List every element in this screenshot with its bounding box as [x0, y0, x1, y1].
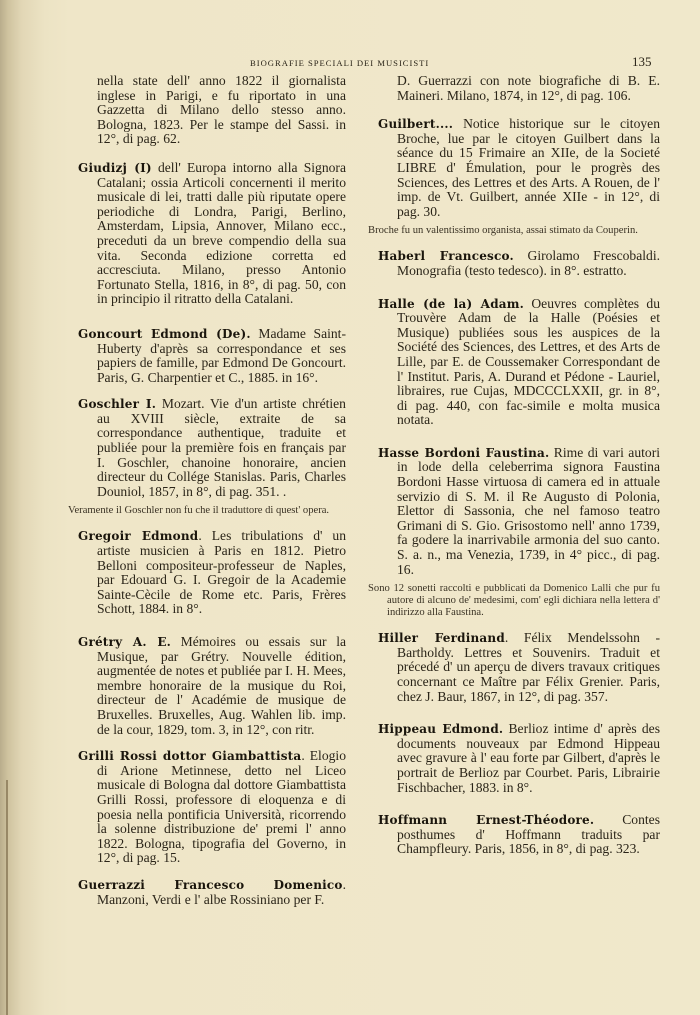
entry-text: . Les tribulations d' un artiste musicien à Paris en 1812. Pietro Belloni compositeur-professeur de Naples, par Edouard G. I. Gregoir de la Academie Sainte-Cècile de Rome etc. Paris, Frères Schott, 1884. in 8°. — [97, 528, 346, 617]
bibliography-entry — [378, 813, 660, 857]
bibliography-entry — [378, 117, 660, 219]
entry-footnote: Sono 12 sonetti raccolti e pubblicati da Domenico Lalli che pur fu autore di alcuno de' medesimi, com' egli dichiara nella lettera d' indirizzo alla Faustina. — [368, 583, 660, 619]
entry-text: Contes posthumes d' Hoffmann traduits par Champfleury. Paris, 1856, in 8°, di pag. 323. — [397, 812, 660, 857]
entry-footnote: Broche fu un valentissimo organista, assai stimato da Couperin. — [368, 225, 638, 237]
bibliography-entry — [78, 749, 346, 866]
entry-heading: Hippeau Edmond. — [378, 722, 504, 737]
right-column — [368, 73, 661, 869]
entry-heading: Goschler I. — [78, 397, 157, 412]
entry-text: Oeuvres complètes du Trouvère Adam de la Halle (Poésies et Musique) publiées sous les auspices de la Société des Sciences, des Lettres, et des Arts de Lille, par E. de Coussemaker Correspondant de l' Institut. Paris, A. Durand et Pédone - Lauriel, libraires, rue Cujas, MDCCCLXXII, gr. in 8°, di pag. 440, con fac-simile e molta musica notata. — [397, 295, 660, 428]
entry-text: Girolamo Frescobaldi. Monografia (testo tedesco). in 8°. estratto. — [397, 248, 661, 278]
continued-entry-text: nella state dell' anno 1822 il giornalista inglese in Parigi, e fu riportato in una Gazzetta di Milano dello stesso anno. Bologna, 1823. Per le stampe del Sassi. in 12°, di pag. 62. — [97, 73, 346, 147]
entry-heading: Grétry A. E. — [78, 635, 172, 649]
bibliography-entry — [378, 249, 660, 278]
entry-heading: Guerrazzi Francesco Domenico — [78, 877, 343, 892]
entry-heading: Hasse Bordoni Faustina. — [378, 445, 550, 460]
entry-heading: Hiller Ferdinand — [378, 631, 505, 646]
entry-heading: Guilbert.... — [378, 117, 454, 132]
entry-text: Notice historique sur le citoyen Broche, lue par le citoyen Guilbert dans la séance du 15 Frimaire an XIIe, de la Societé LIBRE d' Émulation, pour le progrès des Sciences, des Lettres et des Arts. A Rouen, de l' imp. de Vt. Guilbert, année XIIe - in 12°, di pag. 30. — [397, 116, 660, 219]
entry-text: Madame Saint-Huberty d'après sa correspondance et ses papiers de famille, par Edmond De Goncourt. Paris, G. Charpentier et C., 1885. in 16°. — [97, 325, 346, 385]
bibliography-entry — [78, 397, 346, 499]
entry-text: Mémoires ou essais sur la Musique, par Grétry. Nouvelle édition, augmentée de notes et publiée par I. H. Mees, membre honoraire de la musique du Roi, directeur de l' Académie de musique de Bruxelles. Bruxelles, Aug. Wahlen lib. imp. de la cour, 1829, tom. 3, in 12°, con ritr. — [97, 634, 346, 737]
page-edge-line — [6, 780, 8, 1015]
entry-text: Mozart. Vie d'un artiste chrétien au XVIII siècle, extraite de sa correspondance authentique, traduite et publiée pour la première fois en français par I. Goschler, chanoine honoraire, ancien directeur du Collége Stanislas. Paris, Charles Douniol, 1857, in 8°, di pag. 351. . — [97, 396, 346, 499]
bibliography-entry — [378, 722, 660, 795]
bibliography-entry — [378, 631, 660, 704]
entry-text: . Félix Mendelssohn - Bartholdy. Lettres et Souvenirs. Traduit et précedé d' un aperçu de divers travaux critiques concernant ce Maître par Félix Grenier. Paris, chez J. Baur, 1867, in 12°, di pag. 357. — [397, 630, 661, 704]
page-number: 135 — [632, 54, 652, 69]
entry-heading: Grilli Rossi dottor Giambattista — [78, 749, 302, 764]
bibliography-entry — [78, 529, 346, 617]
continued-entry-text: D. Guerrazzi con note biografiche di B. E. Maineri. Milano, 1874, in 12°, di pag. 106. — [397, 73, 660, 103]
bibliography-entry — [78, 878, 346, 907]
bibliography-entry — [78, 635, 346, 737]
bibliography-entry — [378, 446, 660, 577]
entry-heading: Giudizj (I) — [78, 160, 152, 175]
bibliography-entry — [78, 161, 346, 307]
entry-text: Rime di vari autori in lode della celeberrima signora Faustina Bordoni Hasse virtuosa di camera ed in attuale servizio di S. M. il Re Augusto di Polonia, Elettor di Sassonia, che nel famoso teatro Grimani di S. Gio. Grisostomo nell' anno 1739, fa godere la inarrivabile armonia del suo canto. S. a. n., ma Venezia, 1739, in 4° picc., di pag. 16. — [397, 444, 660, 577]
left-column — [68, 73, 346, 919]
entry-heading: Goncourt Edmond (De). — [78, 326, 251, 341]
entry-footnote: Veramente il Goschler non fu che il traduttore di quest' opera. — [68, 505, 330, 517]
entry-heading: Gregoir Edmond — [78, 529, 199, 544]
entry-heading: Halle (de la) Adam. — [378, 296, 525, 311]
bibliography-entry — [378, 297, 660, 428]
entry-text: dell' Europa intorno alla Signora Catalani; ossia Articoli concernenti il merito musicale di lei, tratti dalle più riputate opere periodiche di Londra, Parigi, Berlino, Amsterdam, Lipsia, Annover, Milano ecc., preceduti da un breve compendio della sua vita. Seconda edizione corretta ed accresciuta. Milano, presso Antonio Fortunato Stella, 1816, in 8°, di pag. 50, con in principio il ritratto della Catalani. — [97, 159, 346, 307]
entry-text: Berlioz intime d' après des documents nouveaux par Edmond Hippeau avec gravure à l' eau forte par Gilbert, d'après le portrait de Berlioz par Courbet. Paris, Librairie Fischbacher, 1883. in 8°. — [397, 721, 660, 795]
running-title: BIOGRAFIE SPECIALI DEI MUSICISTI — [250, 58, 430, 68]
bibliography-entry — [78, 327, 346, 385]
entry-heading: Hoffmann Ernest-Théodore. — [378, 813, 595, 828]
entry-text: . Manzoni, Verdi e l' albe Rossiniano per F. — [97, 876, 346, 907]
entry-heading: Haberl Francesco. — [378, 249, 514, 264]
entry-text: . Elogio di Arione Metinnese, detto nel Liceo musicale di Bologna dal dottore Giambattista Grilli Rossi, professore di eloquenza e di poesia nella pontificia Università, ricorrendo la solenne distribuzione de' premi l' anno 1822. Bologna, tipografia del Governo, in 12°, di pag. 15. — [97, 748, 346, 866]
